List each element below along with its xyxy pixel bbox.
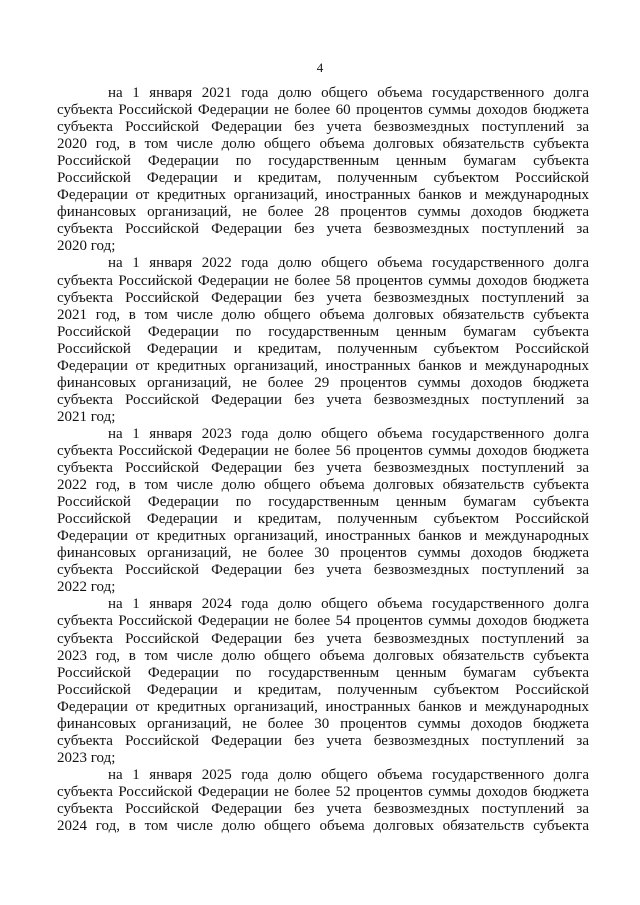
- text-line: на 1 января 2023 года долю общего объема государственного долга: [108, 425, 589, 442]
- text-line: Федерации от кредитных организаций, иностранных банков и международных: [57, 187, 589, 204]
- text-line: субъекта Российской Федерации без учета безвозмездных поступлений за: [57, 460, 589, 477]
- text-line: Федерации от кредитных организаций, иностранных банков и международных: [57, 698, 589, 715]
- text-line: субъекта Российской Федерации не более 54 процентов суммы доходов бюджета: [57, 613, 589, 630]
- text-line: 2020 год, в том числе долю общего объема долговых обязательств субъекта: [57, 136, 589, 153]
- text-line: субъекта Российской Федерации без учета безвозмездных поступлений за: [57, 562, 589, 579]
- text-line: 2020 год;: [57, 238, 116, 255]
- text-line: 2024 год, в том числе долю общего объема долговых обязательств субъекта: [57, 818, 589, 835]
- text-line: финансовых организаций, не более 30 процентов суммы доходов бюджета: [57, 715, 589, 732]
- text-line: субъекта Российской Федерации без учета безвозмездных поступлений за: [57, 732, 589, 749]
- document-body: [57, 85, 589, 835]
- text-line: 2023 год;: [57, 749, 116, 766]
- text-line: субъекта Российской Федерации не более 60 процентов суммы доходов бюджета: [57, 102, 589, 119]
- text-line: 2022 год;: [57, 579, 116, 596]
- text-line: Российской Федерации по государственным ценным бумагам субъекта: [57, 664, 589, 681]
- text-line: Российской Федерации по государственным ценным бумагам субъекта: [57, 153, 589, 170]
- text-line: финансовых организаций, не более 28 процентов суммы доходов бюджета: [57, 204, 589, 221]
- text-line: Российской Федерации и кредитам, полученным субъектом Российской: [57, 681, 589, 698]
- text-line: 2023 год, в том числе долю общего объема долговых обязательств субъекта: [57, 647, 589, 664]
- text-line: на 1 января 2025 года долю общего объема государственного долга: [108, 766, 589, 783]
- text-line: Российской Федерации и кредитам, полученным субъектом Российской: [57, 340, 589, 357]
- text-line: финансовых организаций, не более 30 процентов суммы доходов бюджета: [57, 545, 589, 562]
- text-line: на 1 января 2024 года долю общего объема государственного долга: [108, 596, 589, 613]
- paragraph: [57, 767, 589, 835]
- text-line: Российской Федерации по государственным ценным бумагам субъекта: [57, 323, 589, 340]
- text-line: субъекта Российской Федерации без учета безвозмездных поступлений за: [57, 800, 589, 817]
- text-line: на 1 января 2022 года долю общего объема государственного долга: [108, 255, 589, 272]
- text-line: Российской Федерации и кредитам, полученным субъектом Российской: [57, 511, 589, 528]
- text-line: Российской Федерации и кредитам, полученным субъектом Российской: [57, 170, 589, 187]
- text-line: на 1 января 2021 года долю общего объема государственного долга: [108, 85, 589, 101]
- text-line: субъекта Российской Федерации не более 52 процентов суммы доходов бюджета: [57, 783, 589, 800]
- text-line: 2021 год, в том числе долю общего объема долговых обязательств субъекта: [57, 306, 589, 323]
- paragraph: [57, 255, 589, 425]
- text-line: субъекта Российской Федерации без учета безвозмездных поступлений за: [57, 391, 589, 408]
- paragraph: [57, 596, 589, 766]
- text-line: Федерации от кредитных организаций, иностранных банков и международных: [57, 357, 589, 374]
- text-line: Федерации от кредитных организаций, иностранных банков и международных: [57, 528, 589, 545]
- text-line: субъекта Российской Федерации без учета безвозмездных поступлений за: [57, 221, 589, 238]
- paragraph: [57, 85, 589, 255]
- page-number: 4: [316, 60, 324, 75]
- text-line: субъекта Российской Федерации не более 56 процентов суммы доходов бюджета: [57, 442, 589, 459]
- text-line: субъекта Российской Федерации без учета безвозмездных поступлений за: [57, 289, 589, 306]
- text-line: 2021 год;: [57, 408, 116, 425]
- text-line: субъекта Российской Федерации не более 58 процентов суммы доходов бюджета: [57, 272, 589, 289]
- paragraph: [57, 426, 589, 596]
- text-line: 2022 год, в том числе долю общего объема долговых обязательств субъекта: [57, 477, 589, 494]
- text-line: финансовых организаций, не более 29 процентов суммы доходов бюджета: [57, 374, 589, 391]
- text-line: субъекта Российской Федерации без учета безвозмездных поступлений за: [57, 119, 589, 136]
- text-line: Российской Федерации по государственным ценным бумагам субъекта: [57, 494, 589, 511]
- text-line: субъекта Российской Федерации без учета безвозмездных поступлений за: [57, 630, 589, 647]
